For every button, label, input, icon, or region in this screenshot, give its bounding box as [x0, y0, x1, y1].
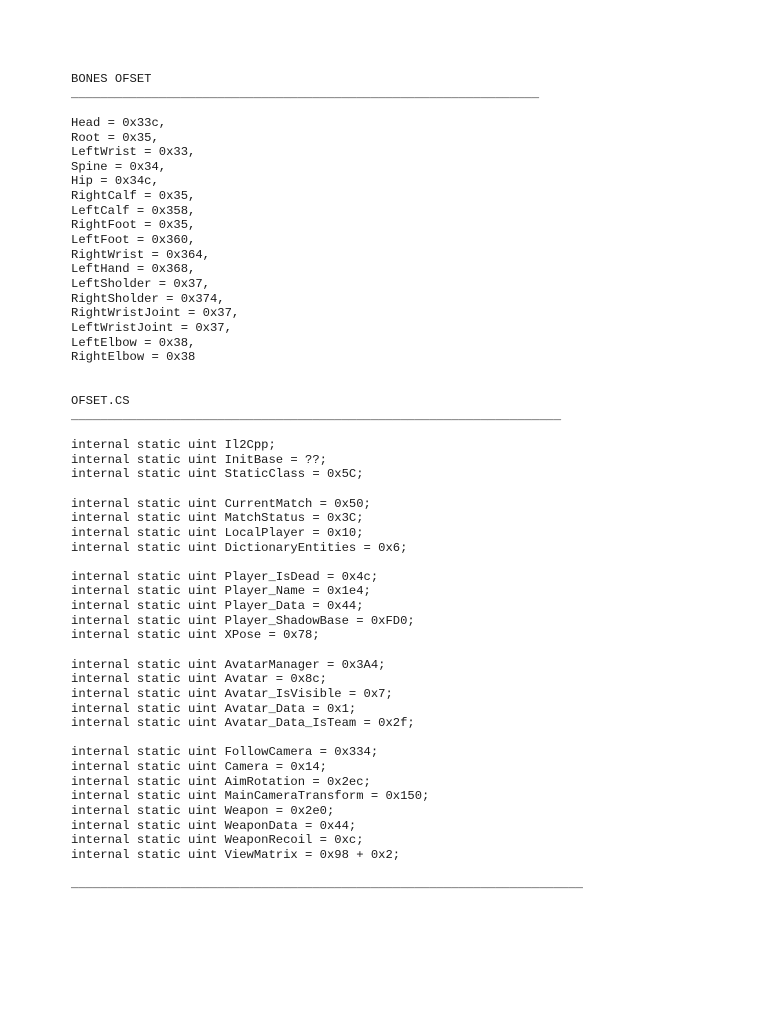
code-line: internal static uint InitBase = ??;: [71, 452, 327, 467]
bones-section-rule: ________________________________________________________________: [71, 86, 540, 101]
code-line: internal static uint Il2Cpp;: [71, 438, 276, 453]
code-line: internal static uint Weapon = 0x2e0;: [71, 804, 335, 819]
ofset-section-title: OFSET.CS: [71, 394, 130, 409]
code-line: internal static uint Player_Name = 0x1e4;: [71, 584, 371, 599]
bone-offset-line: RightSholder = 0x374,: [71, 291, 225, 306]
ofset-group-player: [71, 570, 691, 643]
code-line: internal static uint StaticClass = 0x5C;: [71, 467, 364, 482]
code-line: internal static uint FollowCamera = 0x334;: [71, 745, 379, 760]
bones-section-title: BONES OFSET: [71, 72, 152, 86]
bone-offset-line: RightWristJoint = 0x37,: [71, 306, 240, 321]
bone-offset-line: LeftFoot = 0x360,: [71, 233, 196, 248]
code-line: internal static uint MainCameraTransform = 0x150;: [71, 789, 430, 804]
code-line: internal static uint AvatarManager = 0x3A4;: [71, 657, 386, 672]
bones-offset-list: [71, 116, 691, 365]
code-line: internal static uint AimRotation = 0x2ec;: [71, 774, 371, 789]
ofset-group-match: [71, 497, 691, 556]
bone-offset-line: LeftWrist = 0x33,: [71, 145, 196, 160]
ofset-group-camera-weapon: [71, 745, 691, 862]
ofset-group-base: [71, 438, 691, 482]
bone-offset-line: Spine = 0x34,: [71, 159, 167, 174]
document-page: [71, 72, 691, 892]
code-line: internal static uint Player_ShadowBase = 0xFD0;: [71, 613, 415, 628]
bone-offset-line: RightFoot = 0x35,: [71, 218, 196, 233]
code-line: internal static uint Avatar_IsVisible = 0x7;: [71, 686, 393, 701]
bone-offset-line: RightCalf = 0x35,: [71, 189, 196, 204]
code-line: internal static uint DictionaryEntities = 0x6;: [71, 540, 408, 555]
code-line: internal static uint MatchStatus = 0x3C;: [71, 511, 364, 526]
bone-offset-line: LeftElbow = 0x38,: [71, 335, 196, 350]
bone-offset-line: LeftWristJoint = 0x37,: [71, 320, 232, 335]
code-line: internal static uint ViewMatrix = 0x98 + 0x2;: [71, 847, 401, 862]
code-line: internal static uint WeaponRecoil = 0xc;: [71, 833, 364, 848]
bone-offset-line: Head = 0x33c,: [71, 115, 167, 130]
code-line: internal static uint Avatar = 0x8c;: [71, 672, 327, 687]
bone-offset-line: Hip = 0x34c,: [71, 174, 159, 189]
code-line: internal static uint Avatar_Data_IsTeam = 0x2f;: [71, 716, 415, 731]
bone-offset-line: LeftHand = 0x368,: [71, 262, 196, 277]
bone-offset-line: Root = 0x35,: [71, 130, 159, 145]
bone-offset-line: RightElbow = 0x38: [71, 350, 196, 365]
code-line: internal static uint Avatar_Data = 0x1;: [71, 701, 357, 716]
ofset-group-avatar: [71, 658, 691, 731]
bone-offset-line: RightWrist = 0x364,: [71, 247, 210, 262]
code-line: internal static uint Player_Data = 0x44;: [71, 599, 364, 614]
code-line: internal static uint Player_IsDead = 0x4c;: [71, 569, 379, 584]
code-line: internal static uint WeaponData = 0x44;: [71, 818, 357, 833]
code-line: internal static uint LocalPlayer = 0x10;: [71, 525, 364, 540]
document-end-rule: ______________________________________________________________________: [71, 877, 583, 892]
code-line: internal static uint CurrentMatch = 0x50;: [71, 496, 371, 511]
bone-offset-line: LeftCalf = 0x358,: [71, 203, 196, 218]
code-line: internal static uint XPose = 0x78;: [71, 628, 320, 643]
bone-offset-line: LeftSholder = 0x37,: [71, 276, 210, 291]
code-line: internal static uint Camera = 0x14;: [71, 760, 327, 775]
ofset-section-rule: ___________________________________________________________________: [71, 408, 562, 423]
